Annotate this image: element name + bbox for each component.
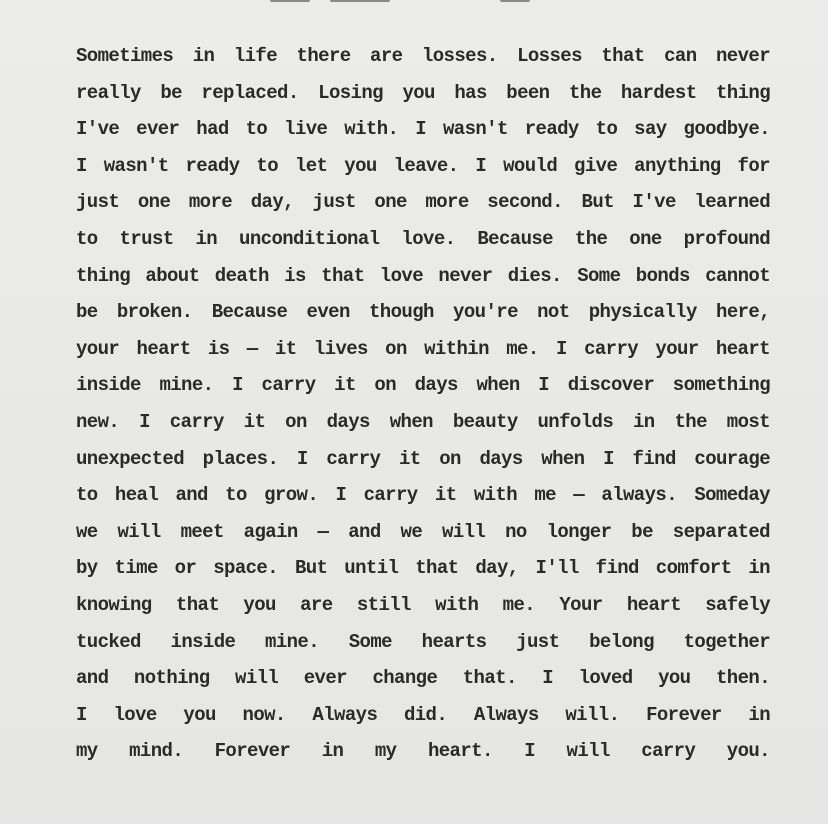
poem-line-18: and nothing will ever change that. I loved you then. — [76, 667, 770, 690]
poem-line-12: unexpected places. I carry it on days when I find courage — [76, 447, 771, 470]
cropped-title-fragment — [0, 0, 828, 6]
poem-line-7: thing about death is that love never dies. Some bonds cannot — [76, 264, 771, 287]
poem-line-20: my mind. Forever in my heart. I will carry you. — [76, 740, 770, 763]
poem-line-15: by time or space. But until that day, I'll find comfort in — [76, 557, 770, 580]
poem-line-3: I've ever had to live with. I wasn't ready to say goodbye. — [76, 118, 770, 141]
poem-line-10: inside mine. I carry it on days when I discover something — [76, 374, 771, 397]
poem-line-14: we will meet again — and we will no longer be separated — [76, 520, 770, 543]
poem-line-16: knowing that you are still with me. Your heart safely — [76, 593, 770, 616]
poem-line-1: Sometimes in life there are losses. Losses that can never — [76, 45, 771, 67]
poem-line-11: new. I carry it on days when beauty unfolds in the most — [76, 410, 770, 433]
poem-line-2: really be replaced. Losing you has been the hardest thing — [76, 81, 771, 104]
poem-line-19: I love you now. Always did. Always will. Forever in — [76, 703, 770, 726]
poem-line-6: to trust in unconditional love. Because the one profound — [76, 227, 771, 250]
poem-line-9: your heart is — it lives on within me. I carry your heart — [76, 337, 770, 360]
poem-line-17: tucked inside mine. Some hearts just belong together — [76, 630, 770, 653]
poem-line-8: be broken. Because even though you're not physically here, — [76, 301, 771, 324]
poem-line-5: just one more day, just one more second. But I've learned — [76, 191, 771, 214]
poem-text — [76, 38, 770, 770]
poem-line-13: to heal and to grow. I carry it with me — always. Someday — [76, 484, 770, 507]
poem-line-4: I wasn't ready to let you leave. I would give anything for — [76, 154, 770, 177]
